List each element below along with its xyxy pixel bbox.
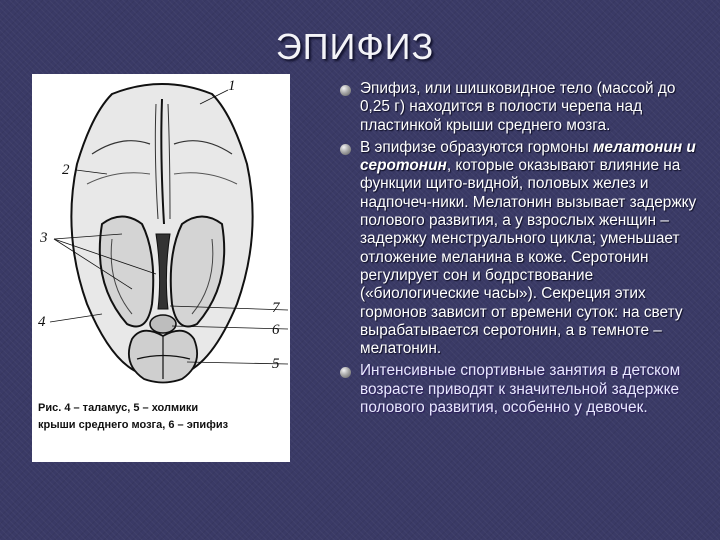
bullet-text-2-before: В эпифизе образуются гормоны — [360, 138, 593, 156]
callout-5: 5 — [272, 356, 280, 372]
callout-6: 6 — [272, 322, 280, 338]
bullet-text-2 — [360, 139, 700, 359]
bullet-icon — [340, 367, 351, 378]
caption-line-1: Рис. 4 – таламус, 5 – холмики — [38, 402, 199, 414]
callout-2: 2 — [62, 162, 70, 178]
callout-4: 4 — [38, 314, 46, 330]
bullet-item — [340, 362, 700, 417]
bullet-text-1: Эпифиз, или шишковидное тело (массой до 0,25 г) находится в полости черепа над пластинкой крыши среднего мозга. — [360, 80, 676, 134]
bullet-list — [340, 80, 700, 421]
bullet-text-3: Интенсивные спортивные занятия в детском возрасте приводят к значительной задержке полового развития, особенно у девочек. — [360, 362, 681, 417]
callout-3: 3 — [40, 230, 48, 246]
callout-1: 1 — [228, 78, 236, 94]
bullet-item — [340, 80, 700, 135]
bullet-item — [340, 139, 700, 359]
bullet-icon — [340, 144, 351, 155]
bullet-icon — [340, 85, 351, 96]
callout-7: 7 — [272, 300, 280, 316]
bullet-text-2-after: , которые оказывают влияние на функции щито-видной, половых желез и надпочеч-ники. Мелатонин вызывает задержку полового развития, а у взрослых женщин – задержку менструального цикла; уменьшает отложение меланина в коже. Серотонин регулирует сон и бодрствование («биологические часы»). Секреция этих гормонов зависит от времени суток: на свету вырабатывается серотонин, а в темноте – мелатонин. — [360, 157, 697, 358]
figure-caption — [38, 400, 286, 434]
hormone-emphasis: мелатонин и серотонин — [360, 138, 696, 175]
caption-line-2: крыши среднего мозга, 6 – эпифиз — [38, 419, 229, 431]
slide-title: ЭПИФИЗ — [275, 26, 435, 67]
